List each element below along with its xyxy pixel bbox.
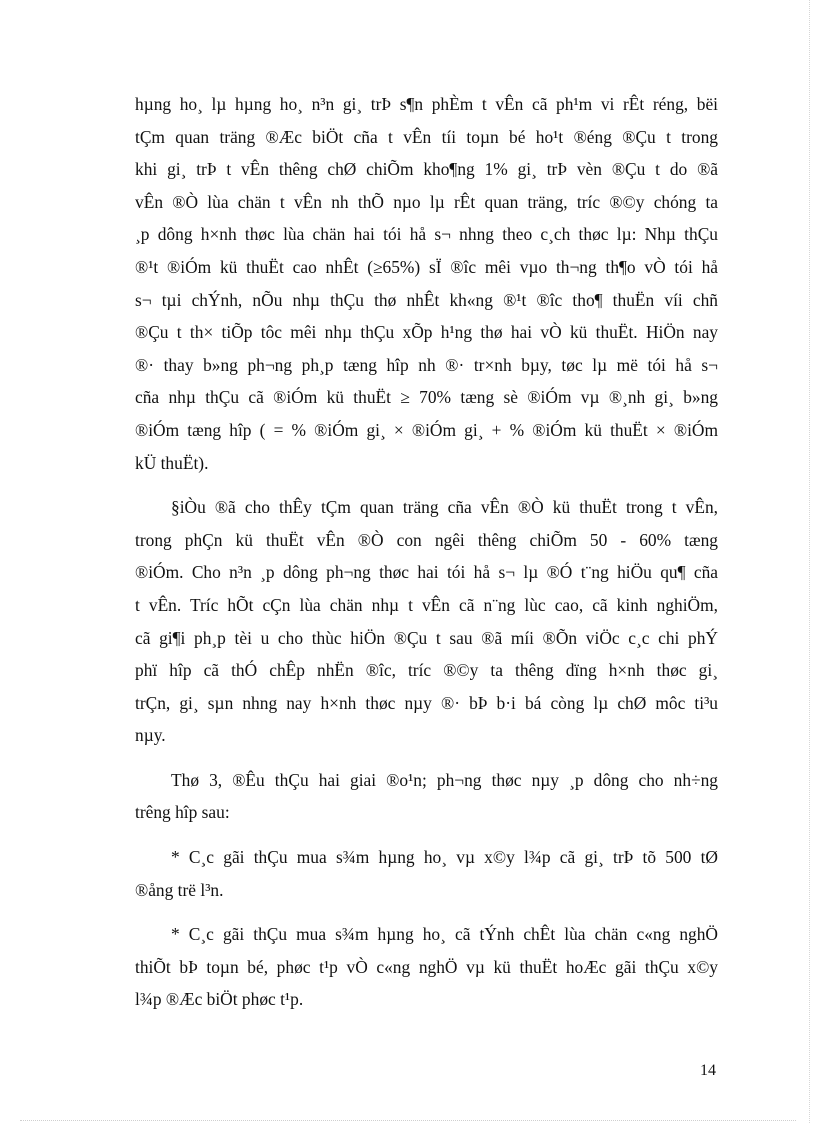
text-line: nµy.: [135, 725, 166, 746]
text-line: t vÊn. Tríc hÕt cÇn lùa chän nhµ t vÊn cã n¨ng lùc cao, cã kinh nghiÖm,: [135, 594, 718, 615]
text-line: trong phÇn kü thuËt vÊn ®Ò con ngêi thêng chiÕm 50 - 60% tæng: [135, 529, 718, 550]
text-line: vÊn ®Ò lùa chän t vÊn nh thÕ nµo lµ rÊt quan träng, tríc ®©y chóng ta: [135, 191, 718, 212]
text-line: thiÕt bÞ toµn bé, phøc t¹p vÒ c«ng nghÖ vµ kü thuËt hoÆc gãi thÇu x©y: [135, 956, 718, 977]
paragraph-1: [135, 88, 718, 479]
text-line: hµng ho¸ lµ hµng ho¸ n³n gi¸ trÞ s¶n phÈm t vÊn cã ph¹m vi rÊt réng, bëi: [135, 94, 718, 114]
text-line: cña nhµ thÇu cã ®iÓm kü thuËt ≥ 70% tæng sè ®iÓm vµ ®¸nh gi¸ b»ng: [135, 387, 718, 408]
text-line: l¾p ®Æc biÖt phøc t¹p.: [135, 989, 304, 1010]
footer-divider: [20, 1120, 796, 1121]
text-line: ®ång trë l³n.: [135, 879, 224, 900]
text-line: ®iÓm. Cho n³n ¸p dông ph¬ng thøc hai tói hå s¬ lµ ®Ó t¨ng hiÖu qu¶ cña: [135, 562, 718, 583]
paragraph-4: [135, 841, 718, 906]
text-line: s¬ tµi chÝnh, nÕu nhµ thÇu thø nhÊt kh«ng ®¹t ®îc tho¶ thuËn víi chñ: [135, 289, 718, 310]
text-line: trÇn, gi¸ sµn nhng nay h×nh thøc nµy ®· bÞ b·i bá còng lµ chØ môc ti³u: [135, 692, 718, 713]
text-line: Thø 3, ®Êu thÇu hai giai ®o¹n; ph¬ng thøc nµy ¸p dông cho nh÷ng: [171, 769, 718, 790]
paragraph-2: [135, 491, 718, 752]
page-number: 14: [700, 1062, 716, 1079]
text-line: phï hîp cã thÓ chÊp nhËn ®îc, tríc ®©y ta thêng dïng h×nh thøc gi¸: [135, 660, 718, 681]
text-line: §iÒu ®ã cho thÊy tÇm quan träng cña vÊn ®Ò kü thuËt trong t vÊn,: [171, 497, 718, 518]
text-line: tÇm quan träng ®Æc biÖt cña t vÊn tíi toµn bé ho¹t ®éng ®Çu t trong: [135, 126, 718, 147]
text-line: kÜ thuËt).: [135, 452, 209, 473]
text-line: ®Çu t th× tiÕp tôc mêi nhµ thÇu xÕp h¹ng thø hai vÒ kü thuËt. HiÖn nay: [135, 322, 718, 343]
text-line: ¸p dông h×nh thøc lùa chän hai tói hå s¬ nhng theo c¸ch thøc lµ: Nhµ thÇu: [135, 224, 718, 245]
text-line: khi gi¸ trÞ t vÊn thêng chØ chiÕm kho¶ng 1% gi¸ trÞ vèn ®Çu t do ®ã: [135, 159, 718, 180]
body-text: [135, 88, 718, 1028]
text-line: ®· thay b»ng ph¬ng ph¸p tæng hîp nh ®· tr×nh bµy, tøc lµ më tói hå s¬: [135, 354, 718, 375]
margin-divider: [809, 0, 810, 1123]
paragraph-3: [135, 764, 718, 829]
text-line: ®iÓm tæng hîp ( = % ®iÓm gi¸ × ®iÓm gi¸ + % ®iÓm kü thuËt × ®iÓm: [135, 419, 718, 440]
text-line: * C¸c gãi thÇu mua s¾m hµng ho¸ vµ x©y l¾p cã gi¸ trÞ tõ 500 tØ: [171, 847, 718, 868]
paragraph-5: [135, 918, 718, 1016]
text-line: trêng hîp sau:: [135, 802, 230, 823]
text-line: ®¹t ®iÓm kü thuËt cao nhÊt (≥65%) sÏ ®îc mêi vµo th¬ng th¶o vÒ tói hå: [135, 256, 718, 277]
text-line: * C¸c gãi thÇu mua s¾m hµng ho¸ cã tÝnh chÊt lùa chän c«ng nghÖ: [171, 924, 718, 945]
text-line: cã gi¶i ph¸p tèi u cho thùc hiÖn ®Çu t sau ®ã míi ®Õn viÖc c¸c chi phÝ: [135, 627, 718, 648]
